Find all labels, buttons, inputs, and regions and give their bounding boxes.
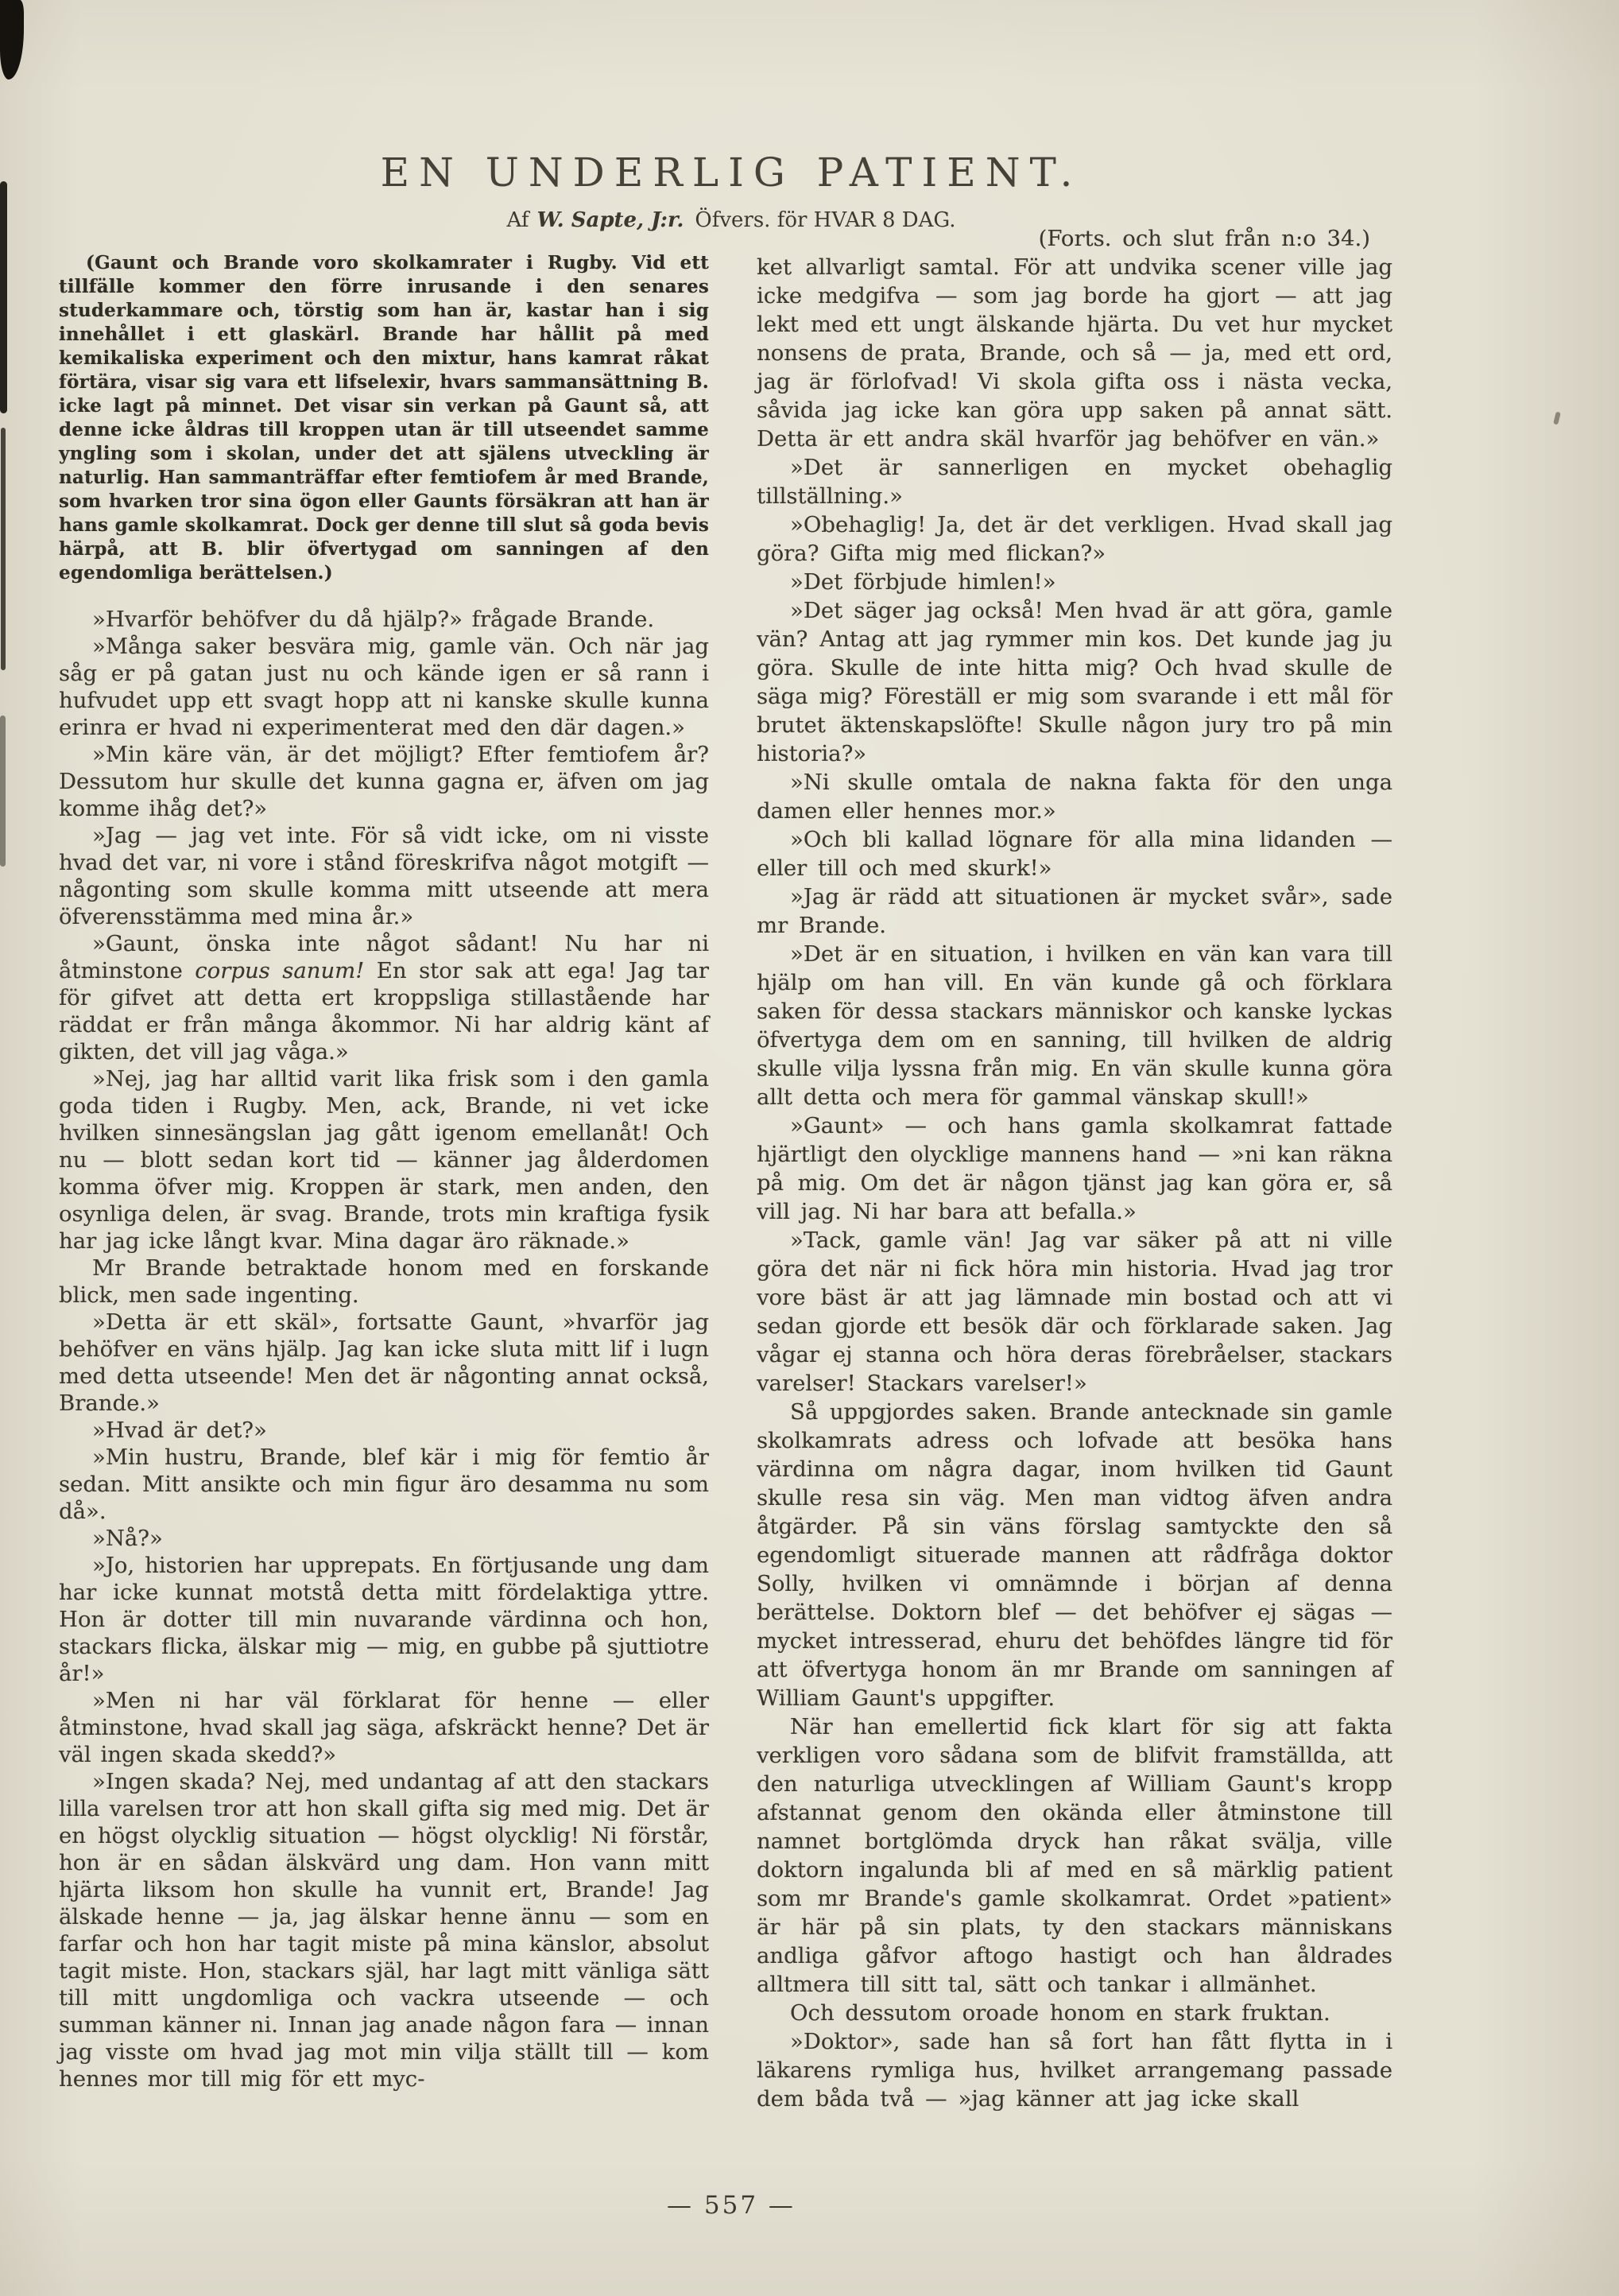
scan-artifact-corner-blob	[0, 0, 24, 80]
paragraph: »Nej, jag har alltid varit lika frisk som i den gamla goda tiden i Rugby. Men, ack, Brande, ni vet icke hvilken sinnesängslan jag gått igenom emellanåt! Och nu — blott sedan kort tid — känner jag ålderdomen komma öfver mig. Kroppen är stark, men anden, den osynliga delen, är svag. Brande, trots min kraftiga fysik har jag icke långt kvar. Mina dagar äro räknade.»	[59, 1066, 709, 1254]
author-name: W. Sapte, J:r.	[536, 208, 684, 232]
paragraph: »Och bli kallad lögnare för alla mina lidanden — eller till och med skurk!»	[757, 827, 1392, 881]
paragraph: »Det är en situation, i hvilken en vän kan vara till hjälp om han vill. En vän kunde gå och förklara saken för dessa stackars människor och kanske lyckas öfvertyga dem om en sanning, till hvilken de aldrig skulle vilja lyssna från mig. En vän skulle kunna göra allt detta och mera för gammal vänskap skull!»	[757, 941, 1392, 1110]
paragraph: »Det förbjude himlen!»	[790, 569, 1056, 595]
latin-phrase: corpus sanum!	[195, 958, 365, 983]
paragraph: »Jag — jag vet inte. För så vidt icke, om ni visste hvad det var, ni vore i stånd föreskrifva något motgift — någonting som skulle komma mitt utseende att mera öfverensstämma med mina år.»	[59, 823, 709, 929]
paragraph: »Ingen skada? Nej, med undantag af att den stackars lilla varelsen tror att hon skall gifta sig med mig. Det är en högst olycklig situation — högst olycklig! Ni förstår, hon är en sådan älskvärd ung dam. Hon vann mitt hjärta liksom hon skulle ha vunnit ert, Brande! Jag älskade henne — ja, jag älskar henne ännu — som en farfar och hon har tagit miste på mina känslor, absolut tagit miste. Hon, stackars själ, har lagt mitt vänliga sätt till mitt ungdomliga och vackra utseende — och summan känner ni. Innan jag anade någon fara — innan jag visste om hvad jag mot min vilja ställt till — kom hennes mor till mig för ett myc-	[59, 1769, 709, 2092]
paragraph: »Det säger jag också! Men hvad är att göra, gamle vän? Antag att jag rymmer min kos. Det kunde jag ju göra. Skulle de inte hitta mig? Och hvad skulle de säga mig? Föreställ er mig som svarande i ett mål för brutet äktenskapslöfte! Skulle någon jury tro på min historia?»	[757, 598, 1392, 766]
left-column-body	[59, 606, 709, 2092]
page-title: EN UNDERLIG PATIENT.	[380, 149, 1083, 196]
paragraph: »Obehaglig! Ja, det är det verkligen. Hvad skall jag göra? Gifta mig med flickan?»	[757, 512, 1392, 566]
paragraph: »Gaunt» — och hans gamla skolkamrat fattade hjärtligt den olycklige mannens hand — »ni kan räkna på mig. Om det är någon tjänst jag kan göra er, så vill jag. Ni har bara att befalla.»	[757, 1113, 1392, 1224]
paragraph: »Men ni har väl förklarat för henne — eller åtminstone, hvad skall jag säga, afskräckt henne? Det är väl ingen skada skedd?»	[59, 1688, 709, 1767]
paragraph: Och dessutom oroade honom en stark fruktan.	[790, 2000, 1330, 2026]
paragraph: »Doktor», sade han så fort han fått flytta in i läkarens rymliga hus, hvilket arrangemang passade dem båda två — »jag känner att jag icke skall	[757, 2029, 1392, 2112]
paragraph: När han emellertid fick klart för sig att fakta verkligen voro sådana som de blifvit framställda, att den naturliga utvecklingen af William Gaunt's kropp afstannat genom den okända eller åtminstone till namnet bortglömda dryck han råkat svälja, ville doktorn ingalunda bli af med en så märklig patient som mr Brande's gamle skolkamrat. Ordet »patient» är här på sin plats, ty den stackars människans andliga gåfvor aftogo hastigt och han åldrades alltmera till sitt tal, sätt och tankar i allmänhet.	[757, 1714, 1392, 1997]
paragraph: »Hvad är det?»	[92, 1418, 267, 1443]
page-number: — 557 —	[667, 2191, 796, 2220]
paragraph: »Många saker besvära mig, gamle vän. Och när jag såg er på gatan just nu och kände igen er så rann i hufvudet upp ett svagt hopp att ni kanske skulle kunna erinra er hvad ni experimenterat med den där dagen.»	[59, 634, 709, 740]
paragraph: »Det är sannerligen en mycket obehaglig tillställning.»	[757, 455, 1392, 509]
paragraph: Så uppgjordes saken. Brande antecknade sin gamle skolkamrats adress och lofvade att besöka hans värdinna om några dagar, inom hvilken tid Gaunt skulle resa sin väg. Men man vidtog äfven andra åtgärder. På sin väns förslag samtyckte den så egendomligt situerade mannen att rådfråga doktor Solly, hvilken vi omnämnde i början af denna berättelse. Doktorn blef — det behöfver ej sägas — mycket intresserad, ehuru det behöfdes längre tid för att öfvertyga honom än mr Brande om sanningen af William Gaunt's uppgifter.	[757, 1399, 1392, 1711]
paragraph: »Ni skulle omtala de nakna fakta för den unga damen eller hennes mor.»	[757, 770, 1392, 824]
paragraph: »Detta är ett skäl», fortsatte Gaunt, »hvarför jag behöfver en väns hjälp. Jag kan icke sluta mitt lif i lugn med detta utseende! Men det är någonting annat också, Brande.»	[59, 1309, 709, 1416]
paragraph	[59, 930, 709, 1065]
paragraph: »Min hustru, Brande, blef kär i mig för femtio år sedan. Mitt ansikte och min figur äro desamma nu som då».	[59, 1445, 709, 1524]
paragraph: »Min käre vän, är det möjligt? Efter femtiofem år? Dessutom hur skulle det kunna gagna er, äfven om jag komme ihåg det?»	[59, 742, 709, 821]
left-column	[59, 251, 709, 2092]
right-column	[757, 224, 1392, 2113]
scan-artifact-edge-streak	[0, 181, 7, 413]
paragraph: »Tack, gamle vän! Jag var säker på att ni ville göra det när ni fick höra min historia. Hvad jag tror vore bäst är att jag lämnade min bostad och att vi sedan gjorde ett besök där och förklarade saken. Jag vågar ej stanna och höra deras förebråelser, stackars varelser! Stackars varelser!»	[757, 1228, 1392, 1396]
scan-artifact-edge-streak	[1, 428, 6, 670]
paragraph: ket allvarligt samtal. För att undvika scener ville jag icke medgifva — som jag borde ha gjort — att jag lekt med ett ungt älskande hjärta. Du vet hur mycket nonsens de prata, Brande, och så — ja, med ett ord, jag är förlofvad! Vi skola gifta oss i nästa vecka, såvida jag icke kan göra upp saken på annat sätt. Detta är ett andra skäl hvarför jag behöfver en vän.»	[757, 254, 1392, 452]
byline-translation-note: Öfvers. för HVAR 8 DAG.	[695, 208, 956, 232]
paragraph: »Nå?»	[92, 1526, 163, 1551]
paragraph: »Jo, historien har upprepats. En förtjusande ung dam har icke kunnat motstå detta mitt fördelaktiga yttre. Hon är dotter till min nuvarande värdinna och hon, stackars flicka, älskar mig — mig, en gubbe på sjuttiotre år!»	[59, 1553, 709, 1686]
paragraph-text: En stor sak att ega! Jag tar för gifvet att detta ert kroppsliga stillastående har räddat er från många åkommor. Ni har aldrig känt af gikten, det vill jag våga.»	[59, 958, 709, 1065]
right-column-body	[757, 224, 1392, 2113]
paragraph: »Jag är rädd att situationen är mycket svår», sade mr Brande.	[757, 884, 1392, 938]
intro-paragraph: (Gaunt och Brande voro skolkamrater i Rugby. Vid ett tillfälle kommer den förre inrusande i den senares studerkammare och, törstig som han är, kastar han i sig innehållet i ett glaskärl. Brande har hållit på med kemikaliska experiment och den mixtur, hans kamrat råkat förtära, visar sig vara ett lifselexir, hvars sammansättning B. icke lagt på minnet. Det visar sin verkan på Gaunt så, att denne icke åldras till kroppen utan är till utseendet samme yngling som i skolan, under det att själens utveckling är naturlig. Han sammanträffar efter femtiofem år med Brande, som hvarken tror sina ögon eller Gaunts försäkran att han är hans gamle skolkamrat. Dock ger denne till slut så goda bevis härpå, att B. blir öfvertygad om sanningen af den egendomliga berättelsen.)	[59, 252, 709, 584]
scan-artifact-speck	[1553, 412, 1561, 425]
paragraph-text: »Gaunt, önska inte något sådant! Nu har ni åtminstone	[59, 931, 709, 983]
paragraph: »Hvarför behöfver du då hjälp?» frågade Brande.	[92, 607, 655, 632]
scan-artifact-edge-streak	[0, 716, 6, 867]
continuation-note: (Forts. och slut från n:o 34.)	[1038, 226, 1370, 251]
paragraph: Mr Brande betraktade honom med en forskande blick, men sade ingenting.	[59, 1255, 709, 1308]
byline-prefix: Af	[506, 208, 529, 232]
